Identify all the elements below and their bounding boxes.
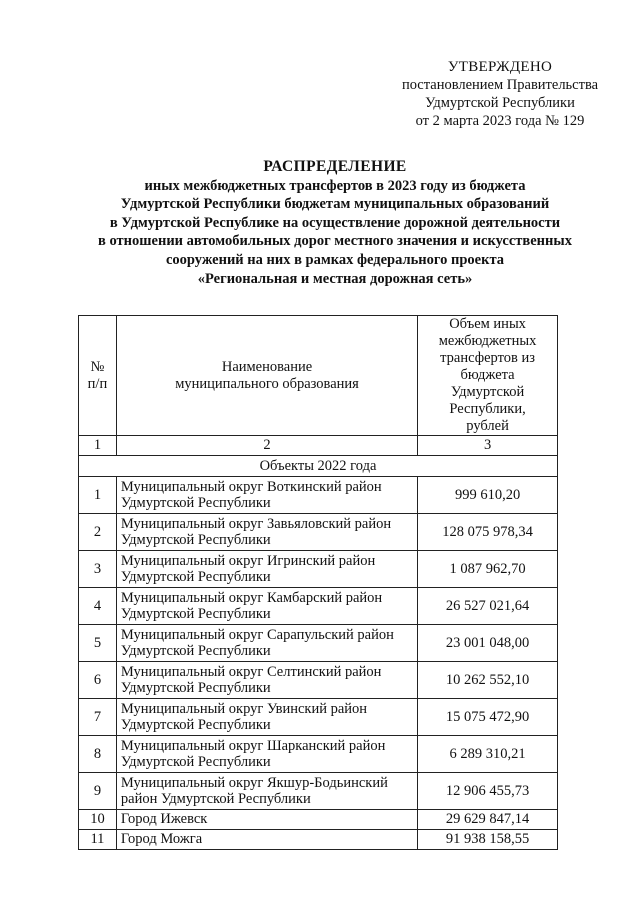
transfer-amount: 15 075 472,90 <box>418 699 558 736</box>
row-number: 3 <box>79 551 117 588</box>
municipality-name <box>116 736 417 773</box>
approval-stamp <box>380 58 620 130</box>
row-number: 4 <box>79 588 117 625</box>
municipality-name-line: Муниципальный округ Сарапульский район <box>120 626 394 643</box>
table-row <box>79 773 558 810</box>
municipality-name-line: Город Ижевск <box>120 811 208 828</box>
municipality-name <box>116 662 417 699</box>
title-line: в отношении автомобильных дорог местного значения и искусственных <box>98 233 572 250</box>
header-name-line: муниципального образования <box>175 375 359 392</box>
municipality-name-line: Муниципальный округ Воткинский район <box>120 478 382 495</box>
municipality-name-line: Муниципальный округ Игринский район <box>120 552 376 569</box>
municipality-name <box>116 588 417 625</box>
municipality-name <box>116 514 417 551</box>
table-row <box>79 625 558 662</box>
municipality-name-line: Муниципальный округ Якшур-Бодьинский <box>120 774 388 791</box>
header-sum-line: Удмуртской Республики, <box>449 384 526 417</box>
municipality-name <box>116 625 417 662</box>
row-number: 7 <box>79 699 117 736</box>
header-sum-line: Объем иных <box>449 316 526 332</box>
table-row <box>79 477 558 514</box>
row-number: 9 <box>79 773 117 810</box>
header-sum-line: межбюджетных <box>438 333 537 349</box>
table-row <box>79 736 558 773</box>
header-num-line: п/п <box>87 375 108 392</box>
transfer-amount: 999 610,20 <box>418 477 558 514</box>
title-line: «Региональная и местная дорожная сеть» <box>197 270 473 287</box>
transfer-amount: 26 527 021,64 <box>418 588 558 625</box>
document-title <box>70 158 600 288</box>
title-main: РАСПРЕДЕЛЕНИЕ <box>263 158 407 175</box>
column-index-row <box>79 436 558 456</box>
municipality-name-line: Удмуртской Республики <box>120 680 271 696</box>
column-index: 3 <box>418 436 558 456</box>
column-index: 1 <box>79 436 117 456</box>
table-row <box>79 830 558 850</box>
header-name <box>116 316 417 436</box>
municipality-name-line: Муниципальный округ Шарканский район <box>120 737 386 754</box>
municipality-name-line: Удмуртской Республики <box>120 532 271 548</box>
row-number: 5 <box>79 625 117 662</box>
row-number: 10 <box>79 810 117 830</box>
municipality-name-line: Муниципальный округ Завьяловский район <box>120 515 392 532</box>
municipality-name-line: Муниципальный округ Увинский район <box>120 700 368 717</box>
header-num-line: № <box>90 358 105 375</box>
municipality-name <box>116 699 417 736</box>
transfer-amount: 12 906 455,73 <box>418 773 558 810</box>
transfer-amount: 23 001 048,00 <box>418 625 558 662</box>
municipality-name-line: Удмуртской Республики <box>120 643 271 659</box>
municipality-name-line: Удмуртской Республики <box>120 606 271 622</box>
table-body <box>79 477 558 850</box>
table-header-row <box>79 316 558 436</box>
transfer-amount: 6 289 310,21 <box>418 736 558 773</box>
header-name-line: Наименование <box>221 358 313 375</box>
row-number: 6 <box>79 662 117 699</box>
distribution-table <box>78 315 558 850</box>
title-line: Удмуртской Республики бюджетам муниципальных образований <box>120 196 550 213</box>
approval-line-1: постановлением Правительства <box>401 77 599 93</box>
approval-heading: УТВЕРЖДЕНО <box>447 59 553 75</box>
municipality-name-line: Удмуртской Республики <box>120 754 271 770</box>
table-row <box>79 662 558 699</box>
municipality-name-line: Удмуртской Республики <box>120 569 271 585</box>
municipality-name <box>116 773 417 810</box>
table-row <box>79 699 558 736</box>
row-number: 11 <box>79 830 117 850</box>
municipality-name-line: Удмуртской Республики <box>120 717 271 733</box>
approval-line-3: от 2 марта 2023 года № 129 <box>415 113 585 129</box>
table-row <box>79 514 558 551</box>
row-number: 8 <box>79 736 117 773</box>
title-line: сооружений на них в рамках федерального проекта <box>165 251 505 268</box>
row-number: 1 <box>79 477 117 514</box>
transfer-amount: 1 087 962,70 <box>418 551 558 588</box>
transfer-amount: 91 938 158,55 <box>418 830 558 850</box>
municipality-name-line: Город Можга <box>120 831 203 848</box>
transfer-amount: 29 629 847,14 <box>418 810 558 830</box>
municipality-name <box>116 810 417 830</box>
transfer-amount: 10 262 552,10 <box>418 662 558 699</box>
municipality-name-line: Удмуртской Республики <box>120 495 271 511</box>
municipality-name <box>116 551 417 588</box>
title-line: в Удмуртской Республике на осуществление дорожной деятельности <box>109 214 561 231</box>
header-num <box>79 316 117 436</box>
table-row <box>79 588 558 625</box>
header-sum <box>418 316 558 436</box>
municipality-name-line: район Удмуртской Республики <box>120 791 311 807</box>
column-index: 2 <box>116 436 417 456</box>
transfer-amount: 128 075 978,34 <box>418 514 558 551</box>
header-sum-line: трансфертов из бюджета <box>440 350 535 383</box>
header-sum-line: рублей <box>466 418 509 434</box>
approval-line-2: Удмуртской Республики <box>425 95 575 111</box>
table-row <box>79 810 558 830</box>
municipality-name <box>116 477 417 514</box>
row-number: 2 <box>79 514 117 551</box>
title-line: иных межбюджетных трансфертов в 2023 году из бюджета <box>144 177 526 194</box>
municipality-name-line: Муниципальный округ Камбарский район <box>120 589 383 606</box>
group-label: Объекты 2022 года <box>79 456 558 477</box>
municipality-name <box>116 830 417 850</box>
municipality-name-line: Муниципальный округ Селтинский район <box>120 663 382 680</box>
table-row <box>79 551 558 588</box>
group-row <box>79 456 558 477</box>
